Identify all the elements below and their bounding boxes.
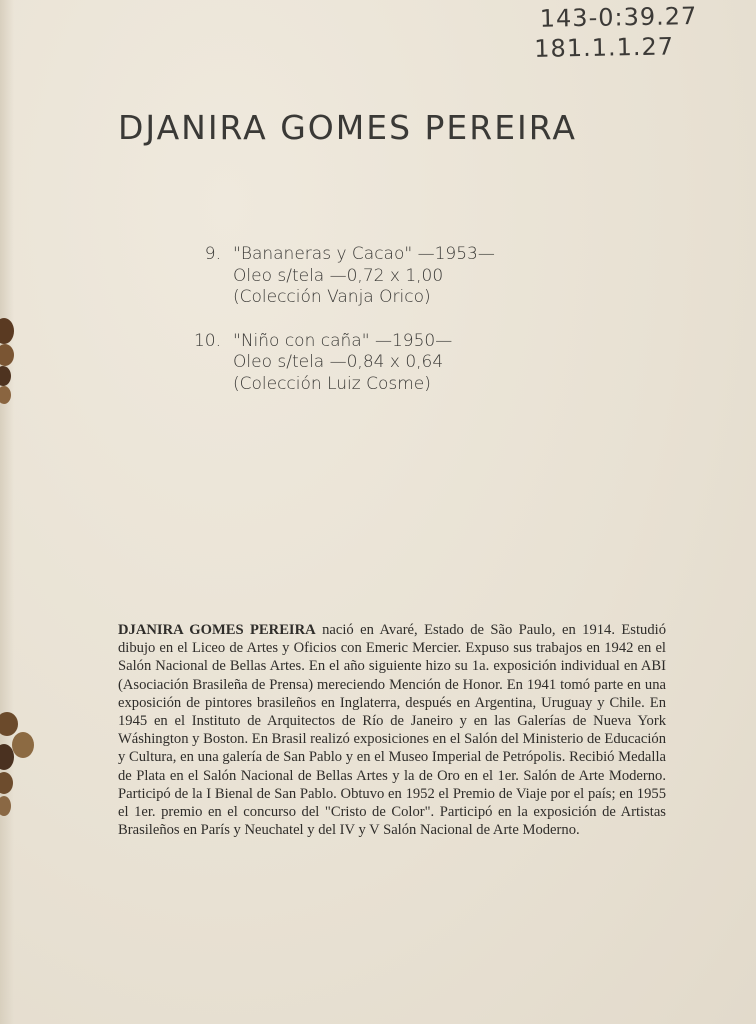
- works-list: [178, 244, 598, 417]
- archive-reference-line-1: 143-0:39.27: [539, 2, 698, 33]
- work-number: 10.: [193, 330, 221, 351]
- biography-artist-name: DJANIRA GOMES PEREIRA: [118, 622, 316, 638]
- archive-reference-line-2: 181.1.1.27: [534, 32, 675, 63]
- archive-reference-note: [534, 0, 740, 63]
- work-item: [178, 244, 598, 309]
- work-title: "Niño con caña" —1950—: [233, 330, 453, 351]
- work-collection: (Colección Luiz Cosme): [233, 373, 431, 394]
- artist-title: DJANIRA GOMES PEREIRA: [118, 108, 577, 147]
- work-number: 9.: [204, 244, 221, 264]
- work-medium: Oleo s/tela —0,84 x 0,64: [233, 352, 444, 372]
- work-item: [178, 331, 598, 396]
- work-medium: Oleo s/tela —0,72 x 1,00: [233, 265, 444, 286]
- biography-text: nació en Avaré, Estado de São Paulo, en 1914. Estudió dibujo en el Liceo de Artes y Oficios con Emeric Mercier. Expuso sus trabajos en 1942 en el Salón Nacional de Bellas Artes. En el año siguiente hizo su 1a. exposición individual en ABI (Asociación Brasileña de Prensa) mereciendo Mención de Honor. En 1941 tomó parte en una exposición de pintores brasileños en Inglaterra, después en Argentina, Uruguay y Chile. En 1945 en el Instituto de Arquitectos de Río de Janeiro y en las Galerías de Nueva York Wáshington y Boston. En Brasil realizó exposiciones en el Salón del Ministerio de Educación y Cultura, en una galería de San Pablo y en el Museo Imperial de Petrópolis. Recibió Medalla de Plata en el Salón Nacional de Bellas Artes y la de Oro en el 1er. Salón de Arte Moderno. Participó de la I Bienal de San Pablo. Obtuvo en 1952 el Premio de Viaje por el país; en 1955 el 1er. premio en el concurso del "Cristo de Color". Participó en la exposición de Artistas Brasileños en París y Neuchatel y del IV y V Salón Nacional de Arte Moderno.: [118, 622, 666, 839]
- work-collection: (Colección Vanja Orico): [233, 287, 431, 307]
- paper-edge-shadow: [0, 0, 14, 1024]
- artist-biography: [118, 621, 666, 839]
- work-title: "Bananeras y Cacao" —1953—: [233, 244, 495, 264]
